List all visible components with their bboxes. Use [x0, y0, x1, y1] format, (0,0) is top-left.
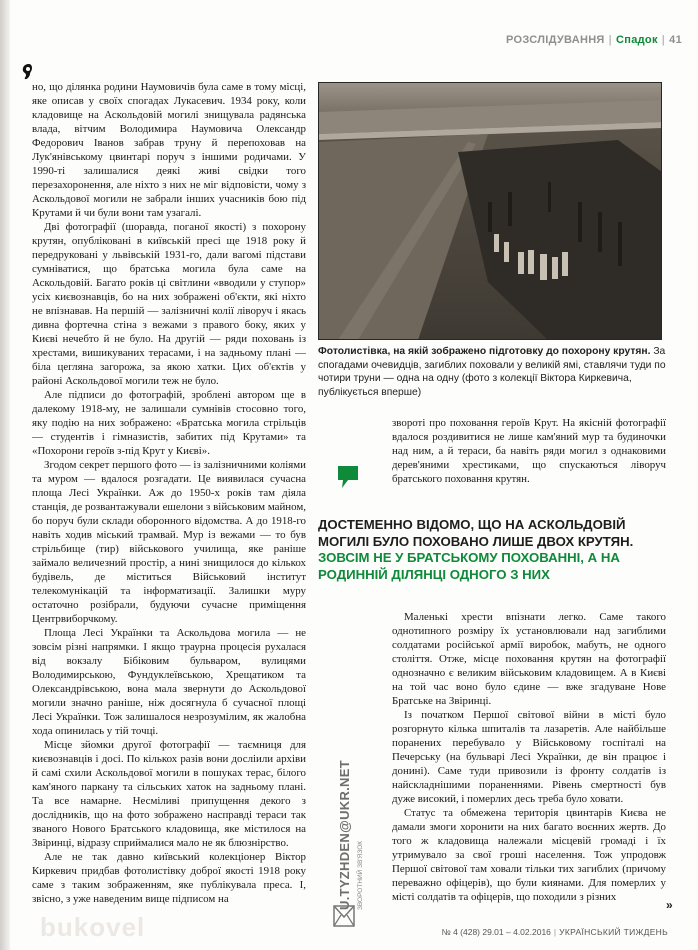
feedback-sidebar [327, 762, 381, 912]
paragraph: Місце зйомки другої фотографії — таємниця для києвознавців і досі. По кількох разів вони досліили архіви й самі схили Аскольдової могили в пошуках терас, білого кам'яного паркану та сільських хаток на задньому плані. Та все намарне. Несміливі припущення декого з дослідників, що на фото зображено насправді тераси так званого Нового Братського кладовища, яке містилося на Звіринці, відразу сприймалися мало не як блюзнірство. [32, 739, 306, 849]
photo-caption [318, 345, 666, 399]
pull-quote [318, 517, 670, 583]
feedback-label: ЗВОРОТНИЙ ЗВ'ЯЗОК [357, 840, 364, 910]
paragraph: Але підписи до фотографій, зроблені автором ще в далекому 1918-му, не залишали сумнівів стосовно того, яку подію на них зображено: «Братська могила стрільців — студентів і гімназистів, забитих під Крутами» та «Похорони героїв з-під Крут у Києві». [32, 389, 306, 457]
pull-quote-main: ДОСТЕМЕННО ВІДОМО, ЩО НА АСКОЛЬДОВІЙ МОГИЛІ БУЛО ПОХОВАНО ЛИШЕ ДВОХ КРУТЯН. [318, 517, 634, 549]
continue-arrow-icon: » [666, 898, 673, 912]
header-section: РОЗСЛІДУВАННЯ [505, 34, 605, 46]
paragraph: Площа Лесі Українки та Аскольдова могила — не зовсім різні напрямки. І якщо траурна процесія рухалася від вокзалу Бібіковим бульваром, вулицями Володимирською, Фундуклеївською, Хрещатиком та Олександрівською, вона мала звернути до Аскольдової могили значно раніше, ніж досягнула б сучасної площі Лесі Українки. Тож залишалося незрозумілим, як жалобна хода опинилась у тій точці. [32, 627, 306, 737]
issue-info: № 4 (428) 29.01 – 4.02.2016 [441, 927, 551, 937]
footer-separator: | [553, 927, 557, 937]
column-left [32, 80, 306, 920]
feedback-email[interactable]: U.TYZHDEN@UKR.NET [337, 760, 352, 910]
paragraph: звороті про поховання героїв Крут. На якісній фотографії вдалося роздивитися не лише кам'яний мур та будиночки над ним, а й тераси, ба навіть ряди могил з однаковими дерев'яними хрестиками, що спускаються ліворуч братського поховання крутян. [392, 417, 666, 485]
paragraph: Дві фотографії (шоравда, поганої якості) з похорону крутян, опубліковані в київській пресі ще 1918 року й передруковані у львівській 1931-го, дали вагомі підстави сумніватися, що братська могила була саме на Аскольдовій. Багато років ці світлини «вводили у ступор» усіх києвознавців, бо на них зображені об'єкти, які ніхто не впізнавав. На першій — залізничні колії ліворуч і якась дивна фортечна стіна з вежами з правого боку, яких у Києві нечебто й не було. На другій — ряди поховань із хрестами, вишикуваних терасами, і на задньому плані — біла цегляна загорожа, за якою хатки. Цих об'єктів у районі Аскольдової могили теж не було. [32, 221, 306, 387]
caption-title: Фотолистівка, на якій зображено підготовку до похорону крутян. [318, 346, 651, 357]
page-footer [442, 927, 668, 937]
header-subsection: Спадок [616, 34, 658, 46]
paragraph: Із початком Першої світової війни в місті було розгорнуто кілька шпиталів та лазаретів. Але найбільше поранених перебувало у Військовому госпіталі на Печерську (на бульварі Лесі Українки, де він працює і донині). Саме туди привозили із фронту солдатів із найскладнішими пораненнями. Рівень смертності був дуже високий, і померлих десь треба було ховати. [392, 709, 666, 805]
running-header [506, 34, 682, 46]
header-separator: | [608, 34, 613, 46]
paragraph: Згодом секрет першого фото — із залізничними коліями та муром — вдалося розгадати. Це виявилася сучасна площа Лесі Українки. Аж до 1950-х років там діяла станція, де розвантажували ешелони з військовим майном, бо поруч були склади оборонного відомства. А до 1918-го навіть ходив міський трамвай. Мур із вежами — то був стрільбище (тир) військового училища, яке раніше займало величезний простір, а нині знищилося до кількох будівель, де міститься Військовий інститут телекомунікацій та інформатизації. Залишки муру остаточно розібрали, будуючи сучасне приміщення Центрвиборчкому. [32, 459, 306, 625]
mail-icon [333, 905, 355, 927]
pull-quote-highlight: ЗОВСІМ НЕ У БРАТСЬКОМУ ПОХОВАННІ, А НА РОДИННІЙ ДІЛЯНЦІ ОДНОГО З НИХ [318, 550, 620, 582]
paragraph: Але не так давно київський колекціонер Віктор Киркевич придбав фотолистівку доброї якості 1918 року саме з таким зображенням, яке публікувала преса. І, звісно, з уже наведеним вище підписом на [32, 851, 306, 905]
speech-bubble-icon [338, 466, 358, 488]
ghost-show-through-text: bukovel [40, 912, 146, 942]
caption-text: За спогадами очевидців, загиблих поховали у великій ямі, ставлячи туди по чотири труни — одна на одну (фото з колекції Віктора Киркевича, публікується вперше) [318, 346, 666, 398]
magazine-name: УКРАЇНСЬКИЙ ТИЖДЕНЬ [559, 927, 668, 937]
page-number: 41 [669, 34, 682, 46]
historic-photo [318, 82, 662, 340]
paragraph: Статус та обмежена територія цвинтарів Києва не дамали змоги хоронити на них багато воєнних жертв. До того ж кладовища належали місцевій громаді і їх утримувало за свої гроші населення. Тож упродовж Першої світової там ховали тільки тих загиблих (причому переважно офіцерів), що були киянами. Для померлих у місті солдатів та офіцерів, що походили з різних [392, 807, 666, 903]
paragraph: но, що ділянка родини Наумовичів була саме в тому місці, яке описав у своїх спогадах Лукасевич. 1934 року, коли кладовище на Аскольдовій могилі знищувала радянська влада, вітчим Володимира Наумовича Олександр Федорович Іванов забрав труну й перепоховав на Лук'янівському цвинтарі поруч з іншими родичами. У 1990-ті залишалися деякі живі свідки того перезахоронення, але ніхто з них не міг відповісти, чому з Аскольдової могили не забрали інших учасників бою під Крутами й чи були вони там узагалі. [32, 81, 306, 219]
paragraph: Маленькі хрести впізнати легко. Саме такого однотипного розміру їх установлювали над загиблими солдатами російської армії виробок, мабуть, не одного століття. Отже, місце поховання крутян на фотографії однозначно є великим військовим кладовищем. А в Києві на той час воно було єдине — вже згадуване Нове Братське на Звіринці. [392, 611, 666, 707]
column-right-top [392, 416, 666, 486]
column-right-bottom [392, 610, 666, 916]
binding-gutter [0, 0, 10, 950]
ear-icon [20, 62, 34, 80]
header-separator: | [661, 34, 666, 46]
